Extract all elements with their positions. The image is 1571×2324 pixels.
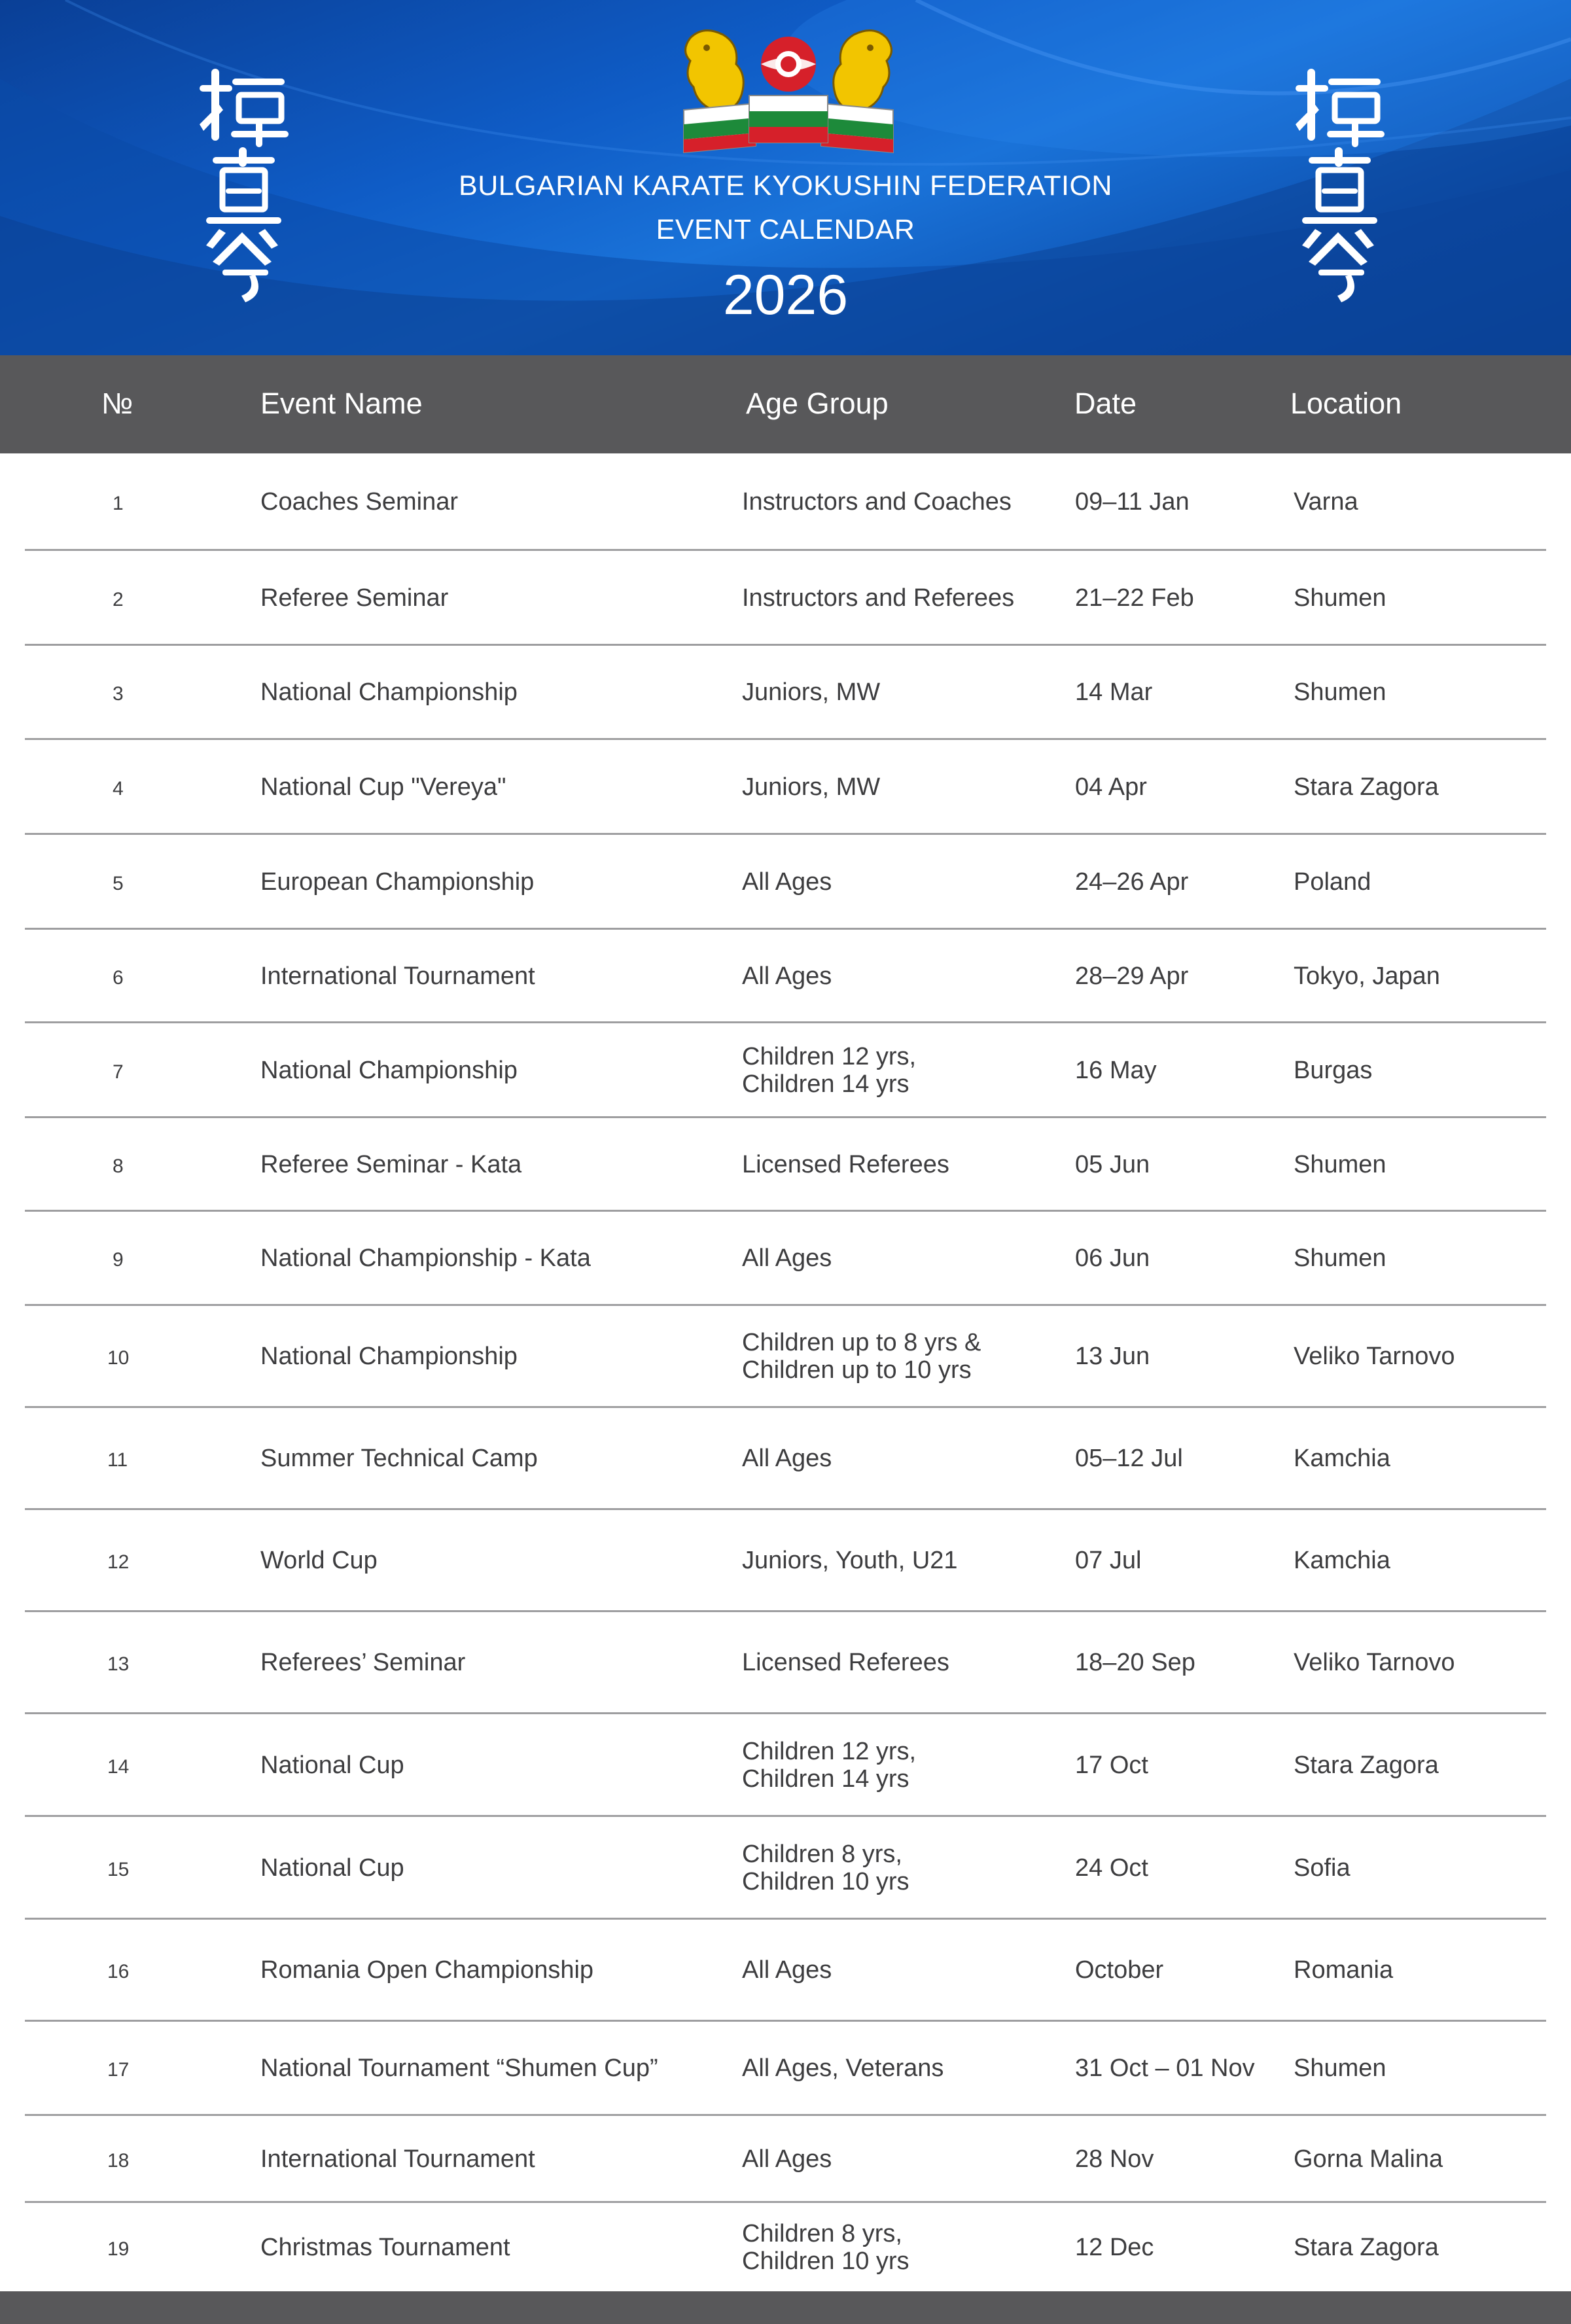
event-date: 05–12 Jul [1075,1445,1183,1472]
age-group: Juniors, Youth, U21 [742,1547,958,1574]
age-group: Children up to 10 yrs [742,1356,972,1384]
calendar-year: 2026 [722,264,849,326]
age-group: Licensed Referees [742,1150,949,1178]
row-number: 11 [107,1449,128,1471]
row-number: 9 [113,1249,124,1271]
event-name: Summer Technical Camp [260,1445,538,1472]
event-location: Veliko Tarnovo [1294,1649,1455,1676]
event-date: 09–11 Jan [1075,488,1190,516]
event-date: 28–29 Apr [1075,962,1189,990]
event-location: Romania [1294,1956,1394,1984]
event-date: 05 Jun [1075,1150,1150,1178]
row-number: 1 [113,493,124,514]
event-name: National Championship [260,1056,518,1084]
event-location: Varna [1294,488,1358,516]
age-group: All Ages [742,2145,832,2173]
event-name: National Cup "Vereya" [260,773,506,801]
events-table [0,453,1571,2292]
age-group: Instructors and Referees [742,584,1015,612]
event-date: October [1075,1956,1164,1984]
event-name: National Championship [260,1343,518,1370]
age-group: Juniors, MW [742,773,881,801]
event-name: Coaches Seminar [260,488,459,516]
age-group: Children 8 yrs, [742,1840,902,1868]
column-header-event-name: Event Name [260,387,423,420]
event-name: National Championship [260,678,518,706]
event-location: Veliko Tarnovo [1294,1343,1455,1370]
footer-bar [0,2291,1571,2324]
federation-emblem-icon [677,25,900,156]
event-location: Sofia [1294,1854,1350,1882]
event-name: International Tournament [260,2145,535,2173]
age-group: All Ages [742,868,832,896]
event-date: 07 Jul [1075,1547,1142,1574]
row-number: 14 [107,1755,130,1778]
event-date: 31 Oct – 01 Nov [1075,2054,1255,2082]
row-number: 2 [113,588,124,610]
event-name: Christmas Tournament [260,2233,510,2261]
event-location: Stara Zagora [1294,773,1439,801]
event-name: National Cup [260,1751,404,1779]
event-location: Shumen [1294,678,1386,706]
event-location: Shumen [1294,2054,1386,2082]
age-group: All Ages, Veterans [742,2054,944,2082]
event-location: Stara Zagora [1294,2233,1439,2261]
row-number: 13 [107,1653,130,1675]
event-location: Poland [1294,868,1371,896]
event-location: Shumen [1294,1244,1386,1272]
row-number: 17 [107,2059,130,2081]
table-header [0,355,1571,453]
age-group: Licensed Referees [742,1649,949,1676]
event-location: Shumen [1294,1150,1386,1178]
row-number: 8 [113,1155,124,1177]
event-name: Referee Seminar [260,584,449,612]
column-header-age-group: Age Group [746,387,889,420]
row-number: 6 [113,966,124,989]
age-group: Children 12 yrs, [742,1042,917,1070]
event-location: Burgas [1294,1056,1373,1084]
event-date: 21–22 Feb [1075,584,1194,612]
column-header-location: Location [1290,387,1402,420]
event-date: 14 Mar [1075,678,1153,706]
row-number: 16 [107,1961,130,1982]
row-number: 3 [113,683,124,705]
row-number: 10 [107,1347,130,1369]
event-date: 24–26 Apr [1075,868,1189,896]
event-date: 16 May [1075,1056,1157,1084]
age-group: Children 14 yrs [742,1765,909,1793]
age-group: All Ages [742,1244,832,1272]
age-group: Children 10 yrs [742,1867,909,1895]
kanku-symbol-icon [761,37,816,92]
event-location: Kamchia [1294,1547,1390,1574]
event-location: Shumen [1294,584,1386,612]
event-name: Romania Open Championship [260,1956,594,1984]
header-banner [0,0,1571,355]
event-location: Gorna Malina [1294,2145,1443,2173]
event-name: International Tournament [260,962,535,990]
event-name: World Cup [260,1547,378,1574]
age-group: Children 12 yrs, [742,1737,917,1765]
event-name: National Tournament “Shumen Cup” [260,2054,658,2082]
row-number: 5 [113,872,124,894]
row-number: 19 [107,2238,130,2260]
row-number: 15 [107,1858,130,1880]
row-number: 18 [107,2149,130,2172]
age-group: Children 10 yrs [742,2247,909,2275]
calendar-subtitle: EVENT CALENDAR [656,214,915,245]
event-location: Tokyo, Japan [1294,962,1440,990]
age-group: Instructors and Coaches [742,488,1012,516]
event-date: 18–20 Sep [1075,1649,1195,1676]
row-number: 12 [107,1551,130,1573]
age-group: All Ages [742,962,832,990]
event-name: National Cup [260,1854,404,1882]
event-name: Referees’ Seminar [260,1649,466,1676]
column-header-date: Date [1074,387,1137,420]
event-date: 04 Apr [1075,773,1147,801]
event-location: Stara Zagora [1294,1751,1439,1779]
event-name: National Championship - Kata [260,1244,591,1272]
event-name: Referee Seminar - Kata [260,1150,522,1178]
event-date: 06 Jun [1075,1244,1150,1272]
age-group: Children 8 yrs, [742,2219,902,2247]
column-header-number: № [101,387,133,420]
event-date: 13 Jun [1075,1343,1150,1370]
age-group: All Ages [742,1445,832,1472]
age-group: Children 14 yrs [742,1070,909,1098]
row-number: 7 [113,1061,124,1083]
row-number: 4 [113,777,124,800]
age-group: Juniors, MW [742,678,881,706]
event-location: Kamchia [1294,1445,1390,1472]
event-name: European Championship [260,868,535,896]
event-date: 17 Oct [1075,1751,1148,1779]
age-group: All Ages [742,1956,832,1984]
federation-title: BULGARIAN KARATE KYOKUSHIN FEDERATION [459,170,1112,202]
age-group: Children up to 8 yrs & [742,1329,981,1356]
event-date: 12 Dec [1075,2233,1154,2261]
event-date: 28 Nov [1075,2145,1154,2173]
event-date: 24 Oct [1075,1854,1148,1882]
